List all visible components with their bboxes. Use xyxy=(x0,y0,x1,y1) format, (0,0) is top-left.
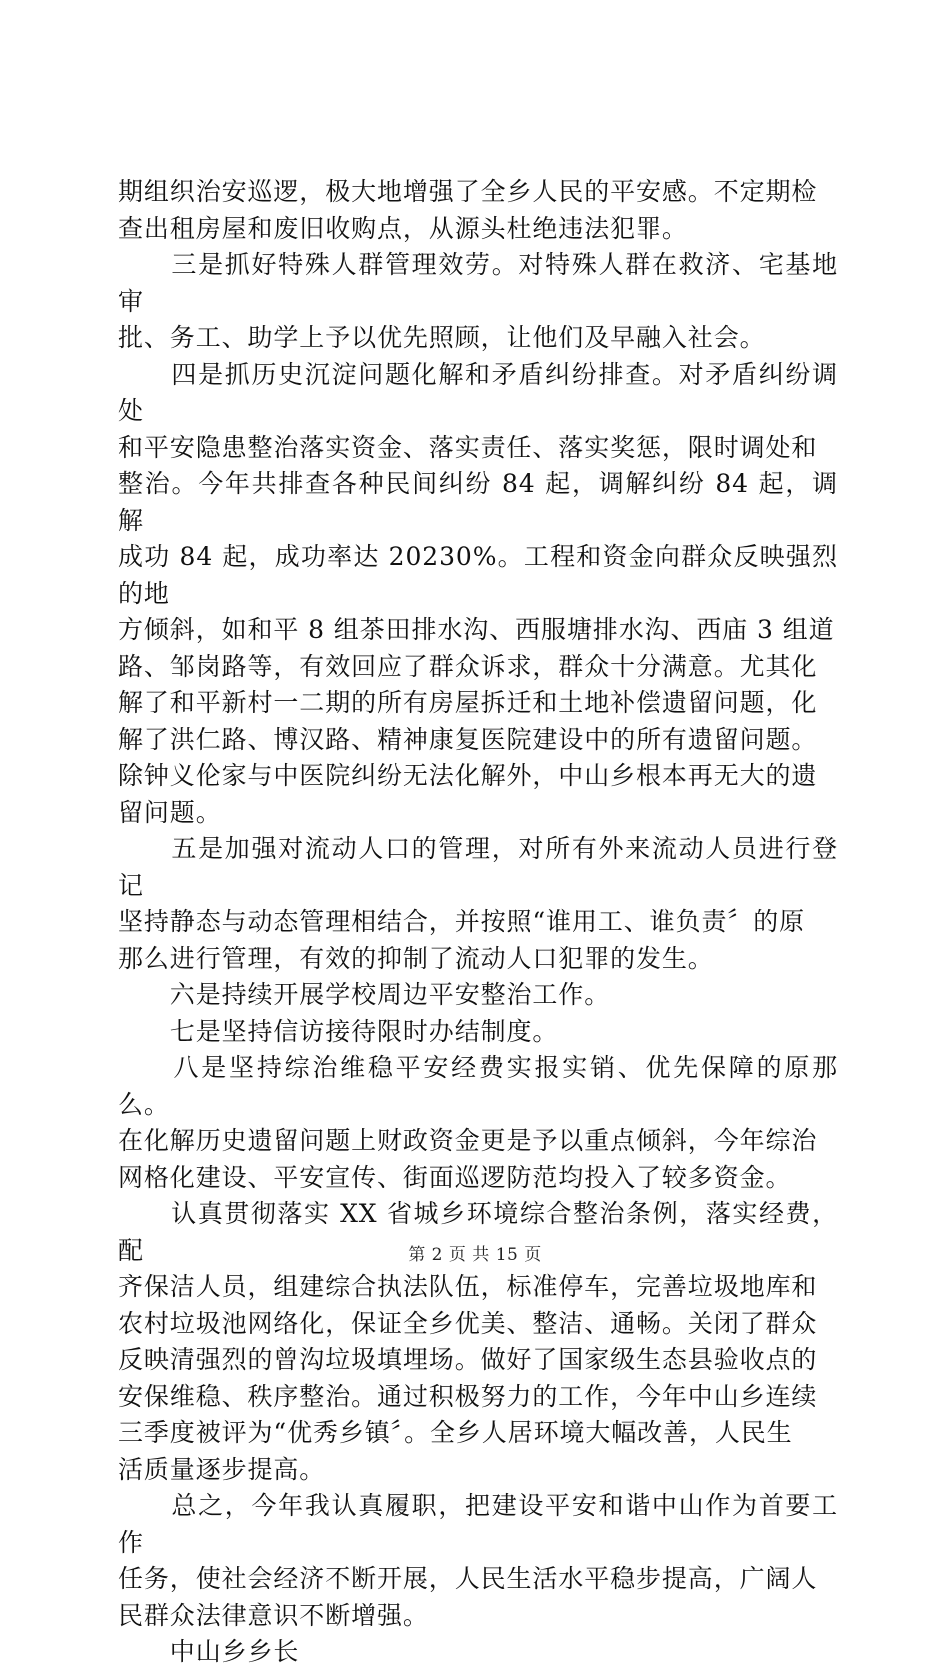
text-line: 方倾斜，如和平 8 组茶田排水沟、西服塘排水沟、西庙 3 组道 xyxy=(118,615,835,644)
text-line: 反映清强烈的曾沟垃圾填埋场。做好了国家级生态县验收点的 xyxy=(118,1345,818,1374)
text-line: 批、务工、助学上予以优先照顾，让他们及早融入社会。 xyxy=(118,323,766,352)
text-line: 齐保洁人员，组建综合执法队伍，标准停车，完善垃圾地库和 xyxy=(118,1272,818,1301)
text-line: 任务，使社会经济不断开展，人民生活水平稳步提高，广阔人 xyxy=(118,1564,818,1593)
text-line: 五是加强对流动人口的管理，对所有外来流动人员进行登记 xyxy=(118,834,838,900)
page-number-footer: 第 2 页 共 15 页 xyxy=(408,1245,542,1265)
text-line: 坚持静态与动态管理相结合，并按照“谁用工、谁负责〞的原 xyxy=(118,907,806,936)
text-line: 除钟义伦家与中医院纠纷无法化解外，中山乡根本再无大的遗 xyxy=(118,761,818,790)
text-line: 网格化建设、平安宣传、街面巡逻防范均投入了较多资金。 xyxy=(118,1162,792,1192)
text-line: 认真贯彻落实 XX 省城乡环境综合整治条例，落实经费，配 xyxy=(118,1199,838,1265)
document-body xyxy=(118,174,838,1671)
text-line: 在化解历史遗留问题上财政资金更是予以重点倾斜，今年综治 xyxy=(118,1126,818,1155)
text-line: 四是抓历史沉淀问题化解和矛盾纠纷排查。对矛盾纠纷调处 xyxy=(118,359,838,425)
text-line: 解了洪仁路、博汉路、精神康复医院建设中的所有遗留问题。 xyxy=(118,724,818,754)
text-line: 活质量逐步提高。 xyxy=(118,1454,326,1484)
text-line: 期组织治安巡逻，极大地增强了全乡人民的平安感。不定期检 xyxy=(118,177,818,206)
text-line: 路、邹岗路等，有效回应了群众诉求，群众十分满意。尤其化 xyxy=(118,651,818,681)
text-line: 和平安隐患整治落实资金、落实责任、落实奖惩，限时调处和 xyxy=(118,432,818,462)
text-line: 中山乡乡长 xyxy=(118,1637,300,1666)
text-line: 那么进行管理，有效的抑制了流动人口犯罪的发生。 xyxy=(118,943,714,973)
text-line: 查出租房屋和废旧收购点，从源头杜绝违法犯罪。 xyxy=(118,213,688,243)
text-line: 三是抓好特殊人群管理效劳。对特殊人群在救济、宅基地审 xyxy=(118,250,838,316)
text-line: 安保维稳、秩序整治。通过积极努力的工作，今年中山乡连续 xyxy=(118,1381,818,1411)
text-line: 整治。今年共排查各种民间纠纷 84 起，调解纠纷 84 起，调解 xyxy=(118,469,838,535)
text-line: 农村垃圾池网络化，保证全乡优美、整洁、通畅。关闭了群众 xyxy=(118,1308,818,1338)
text-line: 七是坚持信访接待限时办结制度。 xyxy=(118,1016,559,1046)
text-line: 三季度被评为“优秀乡镇〞。全乡人居环境大幅改善，人民生 xyxy=(118,1418,793,1447)
text-line: 六是持续开展学校周边平安整治工作。 xyxy=(118,980,611,1009)
text-line: 民群众法律意识不断增强。 xyxy=(118,1600,429,1630)
text-line: 成功 84 起，成功率达 20230%。工程和资金向群众反映强烈的地 xyxy=(118,542,838,608)
text-line: 留问题。 xyxy=(118,797,222,827)
text-line: 八是坚持综治维稳平安经费实报实销、优先保障的原那么。 xyxy=(118,1053,838,1119)
text-line: 解了和平新村一二期的所有房屋拆迁和土地补偿遗留问题，化 xyxy=(118,688,818,717)
text-line: 总之，今年我认真履职，把建设平安和谐中山作为首要工作 xyxy=(118,1491,838,1557)
